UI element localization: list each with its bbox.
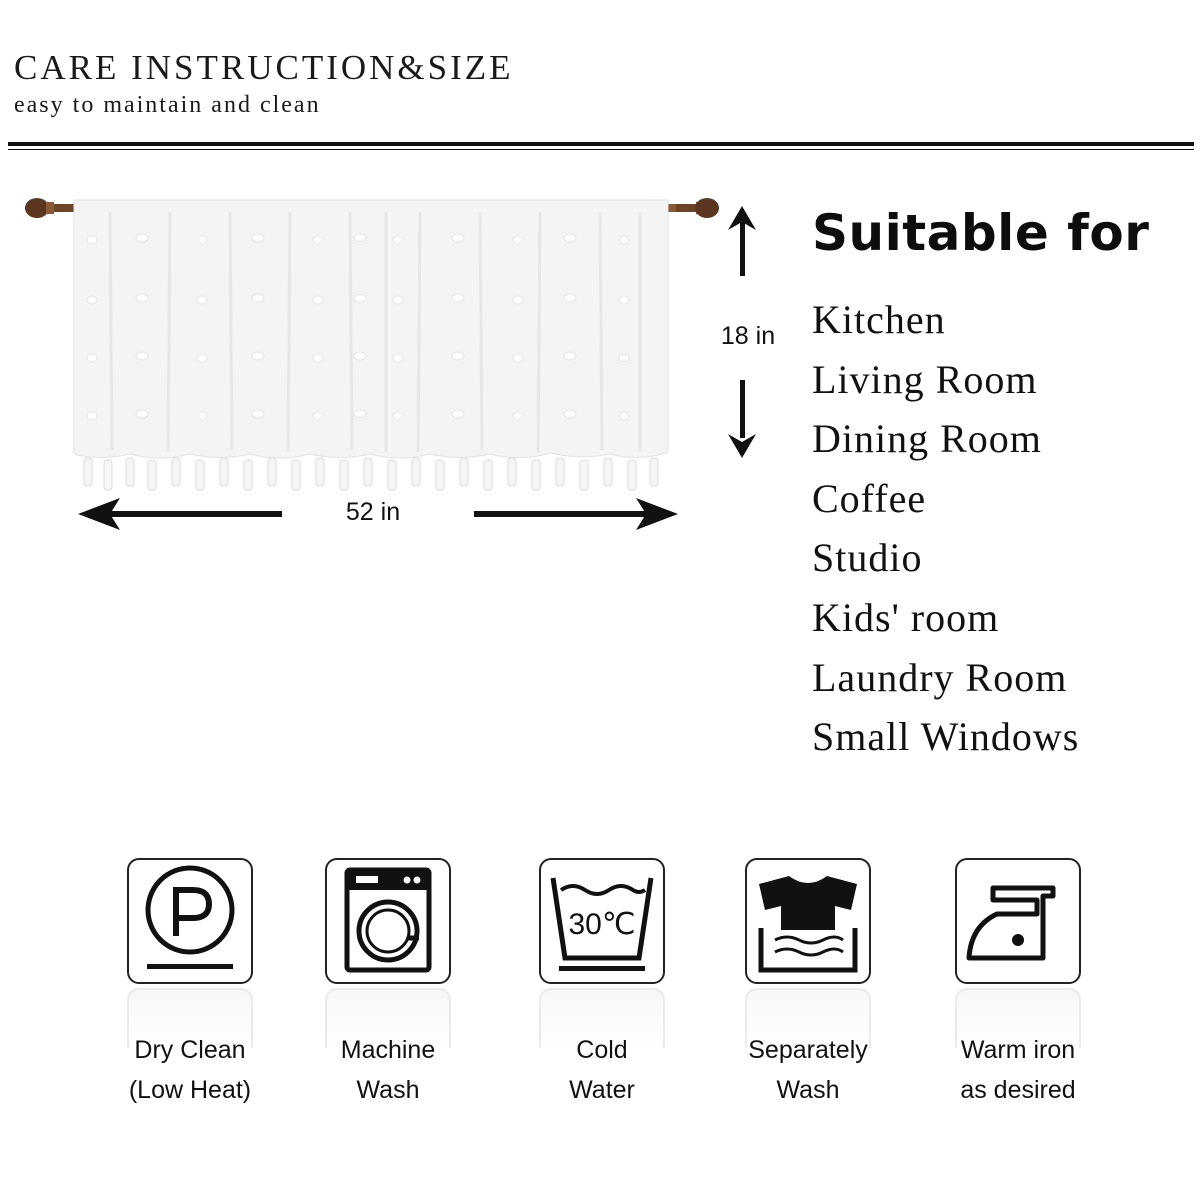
list-item: Studio bbox=[812, 535, 923, 581]
care-separately-wash bbox=[728, 858, 888, 1104]
suitable-for-list bbox=[812, 290, 1079, 767]
care-label: Cold Water bbox=[569, 1036, 635, 1104]
list-item: Small Windows bbox=[812, 714, 1080, 760]
care-label: Warm iron as desired bbox=[960, 1036, 1076, 1104]
curtain-panel bbox=[74, 200, 668, 458]
care-warm-iron bbox=[938, 858, 1098, 1104]
list-item: Kids' room bbox=[812, 594, 1000, 640]
temperature-text: 30℃ bbox=[568, 908, 636, 941]
care-cold-water bbox=[522, 858, 682, 1104]
care-label: Machine Wash bbox=[340, 1036, 436, 1104]
page-title: CARE INSTRUCTION&SIZE bbox=[14, 48, 514, 87]
care-dry-clean bbox=[110, 858, 270, 1104]
care-tile bbox=[325, 858, 451, 984]
curtain-valance-illustration bbox=[0, 190, 800, 550]
header-divider-thin bbox=[8, 149, 1194, 150]
wash-basin-30c-icon bbox=[541, 860, 663, 982]
list-item: Living Room bbox=[812, 356, 1038, 402]
page-subtitle: easy to maintain and clean bbox=[14, 92, 321, 118]
height-dimension-label: 18 in bbox=[720, 322, 776, 350]
care-machine-wash bbox=[308, 858, 468, 1104]
care-tile bbox=[955, 858, 1081, 984]
care-label: Separately Wash bbox=[748, 1036, 868, 1104]
suitable-for-heading: Suitable for bbox=[812, 204, 1150, 262]
care-tile bbox=[745, 858, 871, 984]
list-item: Coffee bbox=[812, 475, 927, 521]
list-item: Laundry Room bbox=[812, 654, 1068, 700]
iron-icon bbox=[957, 860, 1079, 982]
dry-clean-p-icon bbox=[129, 860, 251, 982]
header-divider-thick bbox=[8, 142, 1194, 146]
separate-wash-shirt-icon bbox=[747, 860, 869, 982]
list-item: Kitchen bbox=[812, 297, 946, 342]
curtain-tassels bbox=[84, 458, 658, 490]
care-tile bbox=[539, 858, 665, 984]
list-item: Dining Room bbox=[812, 416, 1042, 462]
width-dimension-label: 52 in bbox=[345, 498, 401, 526]
care-label: Dry Clean (Low Heat) bbox=[128, 1036, 252, 1104]
care-tile bbox=[127, 858, 253, 984]
washing-machine-icon bbox=[327, 860, 449, 982]
